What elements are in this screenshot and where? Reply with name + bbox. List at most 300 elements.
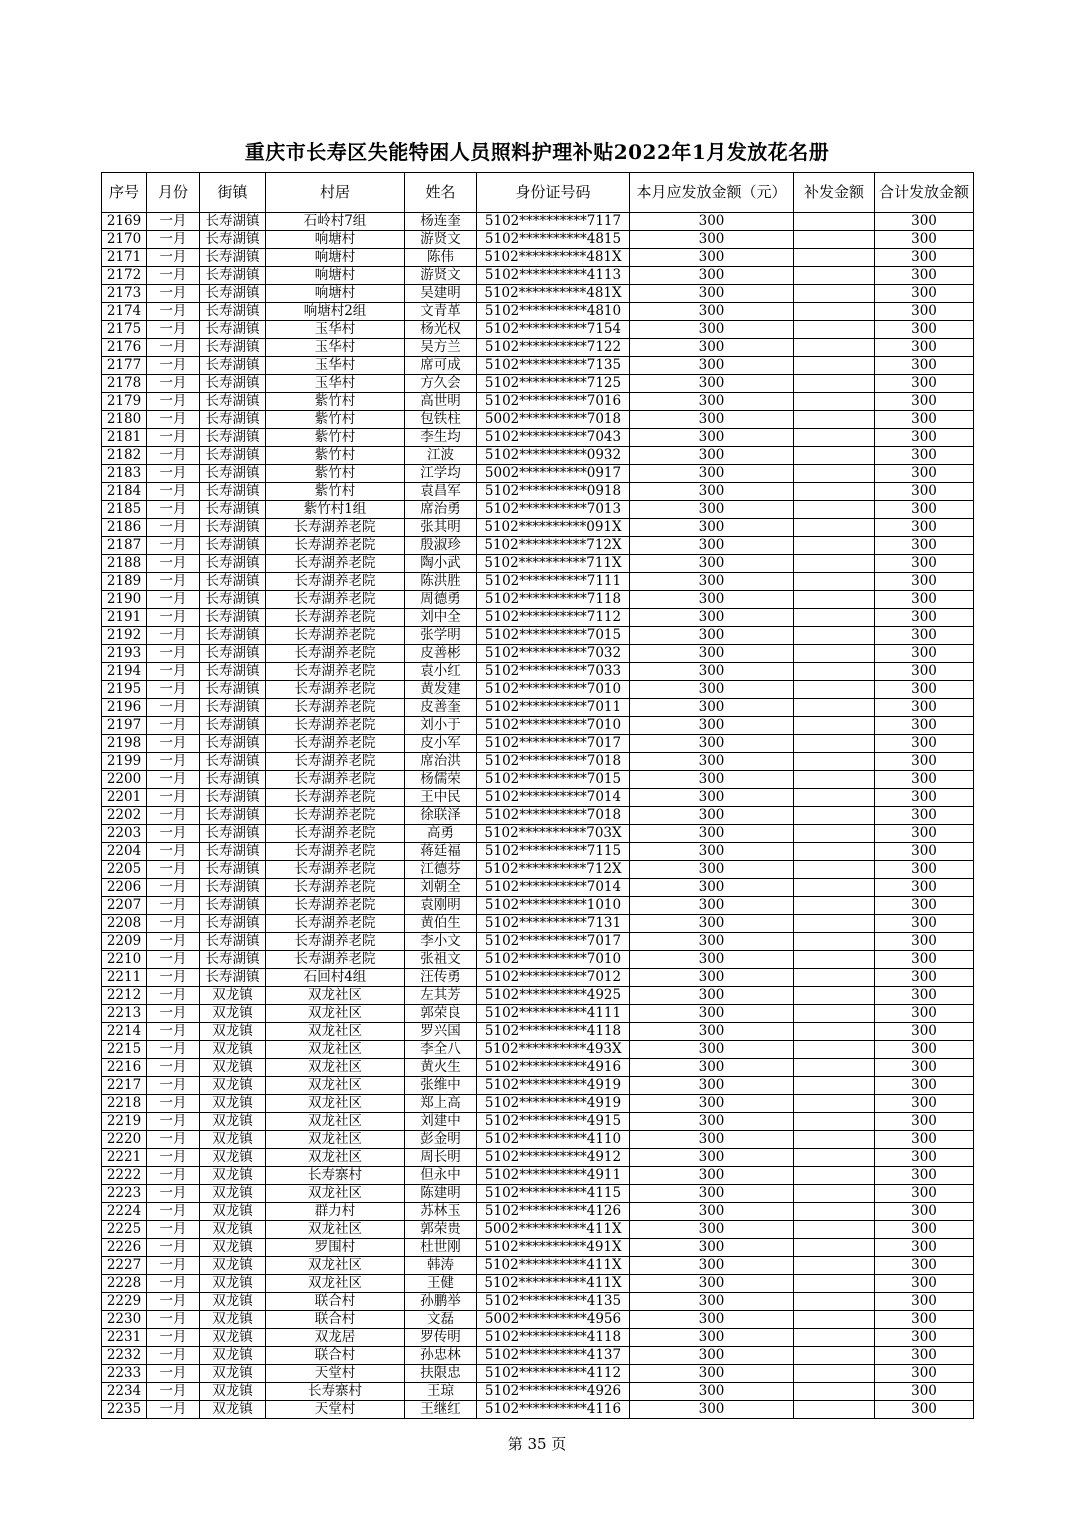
table-cell: 5102**********493X — [477, 1041, 630, 1059]
table-cell: 紫竹村1组 — [266, 501, 405, 519]
table-cell: 2171 — [102, 249, 147, 267]
table-cell: 300 — [875, 753, 974, 771]
table-cell: 长寿湖养老院 — [266, 897, 405, 915]
table-cell — [794, 879, 875, 897]
table-cell: 响塘村2组 — [266, 303, 405, 321]
table-cell: 彭金明 — [405, 1131, 477, 1149]
table-cell: 300 — [630, 501, 794, 519]
table-cell: 长寿湖养老院 — [266, 573, 405, 591]
table-cell: 张维中 — [405, 1077, 477, 1095]
table-row — [102, 951, 974, 969]
table-cell: 一月 — [147, 321, 200, 339]
table-cell: 300 — [630, 321, 794, 339]
table-cell: 5102**********4115 — [477, 1185, 630, 1203]
table-cell: 刘建中 — [405, 1113, 477, 1131]
table-cell: 5102**********7033 — [477, 663, 630, 681]
table-cell: 长寿湖养老院 — [266, 915, 405, 933]
table-cell: 长寿湖镇 — [200, 609, 266, 627]
table-cell: 孙鹏举 — [405, 1293, 477, 1311]
table-cell: 双龙镇 — [200, 1383, 266, 1401]
table-cell: 一月 — [147, 231, 200, 249]
table-cell: 紫竹村 — [266, 465, 405, 483]
table-cell: 周德勇 — [405, 591, 477, 609]
table-cell: 300 — [875, 1203, 974, 1221]
table-row — [102, 807, 974, 825]
table-cell: 5102**********7043 — [477, 429, 630, 447]
table-cell: 长寿湖镇 — [200, 699, 266, 717]
table-cell: 300 — [630, 537, 794, 555]
table-cell: 石回村4组 — [266, 969, 405, 987]
table-row — [102, 213, 974, 231]
table-cell: 300 — [630, 699, 794, 717]
table-cell: 2225 — [102, 1221, 147, 1239]
table-cell: 300 — [875, 717, 974, 735]
table-cell: 双龙镇 — [200, 1167, 266, 1185]
table-cell: 2230 — [102, 1311, 147, 1329]
table-row — [102, 1185, 974, 1203]
table-cell: 一月 — [147, 843, 200, 861]
table-cell: 长寿湖镇 — [200, 285, 266, 303]
table-cell — [794, 429, 875, 447]
table-cell: 长寿湖镇 — [200, 429, 266, 447]
table-row — [102, 591, 974, 609]
table-cell: 张祖文 — [405, 951, 477, 969]
table-cell: 300 — [875, 1311, 974, 1329]
table-cell: 双龙镇 — [200, 1239, 266, 1257]
table-cell: 皮小军 — [405, 735, 477, 753]
table-cell: 5102**********7016 — [477, 393, 630, 411]
table-cell: 300 — [875, 555, 974, 573]
table-cell: 一月 — [147, 1095, 200, 1113]
table-cell: 5102**********7012 — [477, 969, 630, 987]
table-cell: 2214 — [102, 1023, 147, 1041]
table-cell — [794, 1239, 875, 1257]
table-cell: 长寿湖养老院 — [266, 591, 405, 609]
table-cell: 2185 — [102, 501, 147, 519]
table-cell: 罗围村 — [266, 1239, 405, 1257]
table-cell: 300 — [875, 1329, 974, 1347]
table-cell: 300 — [875, 825, 974, 843]
table-cell: 长寿湖镇 — [200, 357, 266, 375]
table-cell: 双龙镇 — [200, 1041, 266, 1059]
table-cell: 长寿湖镇 — [200, 771, 266, 789]
table-cell: 5102**********7018 — [477, 807, 630, 825]
table-cell: 联合村 — [266, 1293, 405, 1311]
table-cell: 长寿湖养老院 — [266, 861, 405, 879]
table-cell: 300 — [875, 1365, 974, 1383]
table-cell: 300 — [875, 375, 974, 393]
table-cell — [794, 843, 875, 861]
table-cell — [794, 321, 875, 339]
table-cell: 天堂村 — [266, 1401, 405, 1419]
table-cell: 紫竹村 — [266, 447, 405, 465]
table-cell: 长寿湖镇 — [200, 591, 266, 609]
table-cell — [794, 231, 875, 249]
table-cell — [794, 735, 875, 753]
table-cell: 长寿湖镇 — [200, 735, 266, 753]
table-cell: 2177 — [102, 357, 147, 375]
table-cell: 300 — [875, 951, 974, 969]
table-cell: 300 — [630, 843, 794, 861]
table-row — [102, 771, 974, 789]
table-cell: 5102**********4137 — [477, 1347, 630, 1365]
table-cell: 一月 — [147, 969, 200, 987]
table-cell: 王健 — [405, 1275, 477, 1293]
table-cell: 300 — [875, 1041, 974, 1059]
table-cell: 双龙镇 — [200, 1059, 266, 1077]
table-cell — [794, 717, 875, 735]
table-cell: 长寿湖镇 — [200, 789, 266, 807]
table-cell: 300 — [875, 1383, 974, 1401]
table-cell: 玉华村 — [266, 357, 405, 375]
table-cell: 2181 — [102, 429, 147, 447]
table-cell: 黄伯生 — [405, 915, 477, 933]
table-cell: 一月 — [147, 645, 200, 663]
table-row — [102, 609, 974, 627]
table-cell: 响塘村 — [266, 267, 405, 285]
table-cell: 300 — [875, 807, 974, 825]
table-cell — [794, 1401, 875, 1419]
table-cell: 5102**********7111 — [477, 573, 630, 591]
table-cell: 300 — [875, 429, 974, 447]
table-cell: 5102**********4112 — [477, 1365, 630, 1383]
table-row — [102, 1077, 974, 1095]
table-cell: 玉华村 — [266, 375, 405, 393]
table-cell: 300 — [630, 1113, 794, 1131]
table-cell: 300 — [875, 1077, 974, 1095]
table-cell: 长寿寨村 — [266, 1383, 405, 1401]
table-cell: 300 — [875, 627, 974, 645]
table-cell: 双龙镇 — [200, 1347, 266, 1365]
table-cell: 5102**********4919 — [477, 1095, 630, 1113]
table-cell: 2193 — [102, 645, 147, 663]
table-cell — [794, 1113, 875, 1131]
table-row — [102, 987, 974, 1005]
page-number: 第 35 页 — [507, 1435, 567, 1453]
table-cell: 吴建明 — [405, 285, 477, 303]
table-cell — [794, 969, 875, 987]
table-cell: 5102**********4912 — [477, 1149, 630, 1167]
table-cell: 5102**********7011 — [477, 699, 630, 717]
table-cell: 玉华村 — [266, 339, 405, 357]
table-cell: 5102**********491X — [477, 1239, 630, 1257]
table-cell: 长寿湖镇 — [200, 393, 266, 411]
table-row — [102, 231, 974, 249]
header-cell: 序号 — [102, 173, 147, 213]
table-cell: 紫竹村 — [266, 483, 405, 501]
table-cell: 双龙社区 — [266, 1257, 405, 1275]
table-cell: 长寿湖镇 — [200, 555, 266, 573]
table-row — [102, 1239, 974, 1257]
table-cell: 一月 — [147, 1203, 200, 1221]
table-cell: 2179 — [102, 393, 147, 411]
table-cell: 2218 — [102, 1095, 147, 1113]
table-cell: 300 — [875, 735, 974, 753]
table-cell: 5102**********7014 — [477, 879, 630, 897]
table-cell: 一月 — [147, 951, 200, 969]
table-row — [102, 753, 974, 771]
table-cell — [794, 1059, 875, 1077]
table-cell: 5102**********4915 — [477, 1113, 630, 1131]
header-cell: 合计发放金额 — [875, 173, 974, 213]
table-cell: 一月 — [147, 933, 200, 951]
table-row — [102, 933, 974, 951]
table-cell: 双龙居 — [266, 1329, 405, 1347]
table-cell: 2169 — [102, 213, 147, 231]
table-cell: 300 — [875, 699, 974, 717]
table-cell: 陈洪胜 — [405, 573, 477, 591]
table-row — [102, 1005, 974, 1023]
table-cell: 长寿湖养老院 — [266, 807, 405, 825]
table-cell: 一月 — [147, 1059, 200, 1077]
table-cell: 5102**********7154 — [477, 321, 630, 339]
table-cell: 5102**********7131 — [477, 915, 630, 933]
table-cell: 5002**********7018 — [477, 411, 630, 429]
table-cell: 5102**********4118 — [477, 1329, 630, 1347]
table-cell: 2173 — [102, 285, 147, 303]
table-cell: 一月 — [147, 1275, 200, 1293]
table-cell: 长寿湖养老院 — [266, 699, 405, 717]
table-cell: 300 — [875, 339, 974, 357]
header-cell: 本月应发放金额（元） — [630, 173, 794, 213]
document-title: 重庆市长寿区失能特困人员照料护理补贴2022年1月发放花名册 — [244, 140, 830, 164]
table-cell: 300 — [630, 753, 794, 771]
table-cell: 2235 — [102, 1401, 147, 1419]
table-cell — [794, 627, 875, 645]
table-cell: 江学均 — [405, 465, 477, 483]
table-cell: 群力村 — [266, 1203, 405, 1221]
table-cell: 5102**********4111 — [477, 1005, 630, 1023]
table-cell: 5102**********4135 — [477, 1293, 630, 1311]
table-cell: 2217 — [102, 1077, 147, 1095]
table-cell: 300 — [630, 645, 794, 663]
table-cell: 长寿湖镇 — [200, 861, 266, 879]
table-cell: 300 — [875, 393, 974, 411]
table-cell: 方久会 — [405, 375, 477, 393]
table-cell: 2207 — [102, 897, 147, 915]
table-cell: 双龙镇 — [200, 1293, 266, 1311]
table-cell: 2212 — [102, 987, 147, 1005]
table-cell — [794, 1347, 875, 1365]
table-row — [102, 627, 974, 645]
table-row — [102, 447, 974, 465]
header-cell: 村居 — [266, 173, 405, 213]
table-cell: 300 — [630, 969, 794, 987]
table-cell: 300 — [630, 1275, 794, 1293]
table-row — [102, 249, 974, 267]
table-row — [102, 375, 974, 393]
table-cell: 长寿湖镇 — [200, 249, 266, 267]
table-cell: 袁刚明 — [405, 897, 477, 915]
table-cell: 陈伟 — [405, 249, 477, 267]
table-cell: 一月 — [147, 249, 200, 267]
table-cell: 双龙社区 — [266, 1095, 405, 1113]
table-cell: 杨连奎 — [405, 213, 477, 231]
table-cell: 陈建明 — [405, 1185, 477, 1203]
table-row — [102, 303, 974, 321]
table-row — [102, 1365, 974, 1383]
table-cell: 300 — [875, 1257, 974, 1275]
table-cell: 双龙镇 — [200, 1257, 266, 1275]
table-cell: 300 — [630, 1059, 794, 1077]
table-cell: 300 — [875, 681, 974, 699]
table-cell: 双龙社区 — [266, 1221, 405, 1239]
table-cell: 响塘村 — [266, 231, 405, 249]
table-cell: 席治洪 — [405, 753, 477, 771]
table-cell: 紫竹村 — [266, 411, 405, 429]
table-cell: 左其芳 — [405, 987, 477, 1005]
table-cell: 一月 — [147, 1383, 200, 1401]
table-cell: 2175 — [102, 321, 147, 339]
table-cell: 5102**********712X — [477, 537, 630, 555]
table-cell: 一月 — [147, 1239, 200, 1257]
table-cell: 2192 — [102, 627, 147, 645]
table-cell: 300 — [875, 213, 974, 231]
table-cell: 2213 — [102, 1005, 147, 1023]
table-cell: 长寿湖养老院 — [266, 879, 405, 897]
table-cell: 5102**********7013 — [477, 501, 630, 519]
table-cell: 一月 — [147, 681, 200, 699]
table-cell: 5102**********411X — [477, 1257, 630, 1275]
table-cell: 一月 — [147, 807, 200, 825]
table-cell: 5102**********4113 — [477, 267, 630, 285]
table-cell: 300 — [875, 573, 974, 591]
table-cell — [794, 897, 875, 915]
table-cell: 300 — [630, 357, 794, 375]
table-cell: 长寿湖镇 — [200, 933, 266, 951]
table-cell: 李全八 — [405, 1041, 477, 1059]
table-row — [102, 735, 974, 753]
table-cell: 但永中 — [405, 1167, 477, 1185]
table-cell: 2226 — [102, 1239, 147, 1257]
table-cell — [794, 915, 875, 933]
table-cell — [794, 663, 875, 681]
table-cell: 游贤文 — [405, 231, 477, 249]
table-cell — [794, 1005, 875, 1023]
table-cell: 300 — [875, 987, 974, 1005]
table-cell: 双龙社区 — [266, 1149, 405, 1167]
table-cell: 5102**********4116 — [477, 1401, 630, 1419]
table-cell: 2183 — [102, 465, 147, 483]
table-cell: 刘小于 — [405, 717, 477, 735]
table-cell: 孙忠林 — [405, 1347, 477, 1365]
table-cell: 300 — [630, 249, 794, 267]
table-cell: 长寿湖养老院 — [266, 663, 405, 681]
table-cell — [794, 213, 875, 231]
table-cell: 2219 — [102, 1113, 147, 1131]
table-header-row — [102, 173, 974, 213]
table-cell: 长寿湖镇 — [200, 879, 266, 897]
table-cell: 一月 — [147, 663, 200, 681]
table-cell: 2224 — [102, 1203, 147, 1221]
table-cell: 一月 — [147, 1329, 200, 1347]
table-cell: 双龙镇 — [200, 1149, 266, 1167]
table-cell: 5002**********411X — [477, 1221, 630, 1239]
table-cell: 一月 — [147, 465, 200, 483]
table-cell: 5102**********0932 — [477, 447, 630, 465]
table-cell: 一月 — [147, 717, 200, 735]
table-cell: 2206 — [102, 879, 147, 897]
table-cell: 300 — [630, 1041, 794, 1059]
table-row — [102, 969, 974, 987]
table-cell: 2232 — [102, 1347, 147, 1365]
table-cell — [794, 249, 875, 267]
table-cell: 5102**********091X — [477, 519, 630, 537]
table-cell — [794, 1131, 875, 1149]
table-cell: 长寿湖镇 — [200, 627, 266, 645]
table-row — [102, 1167, 974, 1185]
table-cell: 袁小红 — [405, 663, 477, 681]
table-cell: 吴方兰 — [405, 339, 477, 357]
table-cell: 5102**********411X — [477, 1275, 630, 1293]
table-row — [102, 1311, 974, 1329]
table-cell: 罗兴国 — [405, 1023, 477, 1041]
table-cell: 响塘村 — [266, 249, 405, 267]
table-cell: 2204 — [102, 843, 147, 861]
table-cell: 杨光权 — [405, 321, 477, 339]
table-row — [102, 699, 974, 717]
table-row — [102, 1131, 974, 1149]
table-cell — [794, 447, 875, 465]
table-cell: 一月 — [147, 1347, 200, 1365]
table-cell: 长寿湖镇 — [200, 465, 266, 483]
table-cell: 皮善彬 — [405, 645, 477, 663]
header-cell: 身份证号码 — [477, 173, 630, 213]
table-row — [102, 1023, 974, 1041]
table-cell: 5102**********7015 — [477, 771, 630, 789]
table-cell: 一月 — [147, 375, 200, 393]
table-cell: 5102**********7032 — [477, 645, 630, 663]
table-cell: 一月 — [147, 1113, 200, 1131]
table-cell: 长寿湖养老院 — [266, 789, 405, 807]
table-cell: 5102**********7125 — [477, 375, 630, 393]
table-cell: 5102**********7117 — [477, 213, 630, 231]
table-cell: 300 — [630, 483, 794, 501]
table-cell: 5102**********4126 — [477, 1203, 630, 1221]
table-cell: 300 — [875, 609, 974, 627]
table-cell: 一月 — [147, 555, 200, 573]
table-cell: 300 — [630, 231, 794, 249]
table-cell: 2215 — [102, 1041, 147, 1059]
table-cell: 300 — [630, 915, 794, 933]
table-cell: 长寿湖镇 — [200, 843, 266, 861]
table-cell: 紫竹村 — [266, 429, 405, 447]
table-cell: 长寿湖镇 — [200, 717, 266, 735]
table-cell: 300 — [630, 1203, 794, 1221]
table-row — [102, 1329, 974, 1347]
table-cell: 长寿湖养老院 — [266, 843, 405, 861]
table-body — [102, 213, 974, 1419]
table-cell: 双龙镇 — [200, 1275, 266, 1293]
table-cell: 300 — [875, 1095, 974, 1113]
table-cell: 一月 — [147, 1005, 200, 1023]
table-cell: 2200 — [102, 771, 147, 789]
table-cell: 蒋廷福 — [405, 843, 477, 861]
table-cell: 长寿湖镇 — [200, 663, 266, 681]
table-cell — [794, 357, 875, 375]
table-cell: 一月 — [147, 303, 200, 321]
table-cell — [794, 771, 875, 789]
table-cell: 长寿湖镇 — [200, 645, 266, 663]
table-cell — [794, 1383, 875, 1401]
table-cell: 双龙镇 — [200, 1203, 266, 1221]
table-cell: 300 — [875, 1347, 974, 1365]
table-cell: 5102**********7010 — [477, 717, 630, 735]
table-row — [102, 393, 974, 411]
table-cell: 300 — [875, 843, 974, 861]
table-cell: 双龙社区 — [266, 1041, 405, 1059]
table-cell: 2223 — [102, 1185, 147, 1203]
